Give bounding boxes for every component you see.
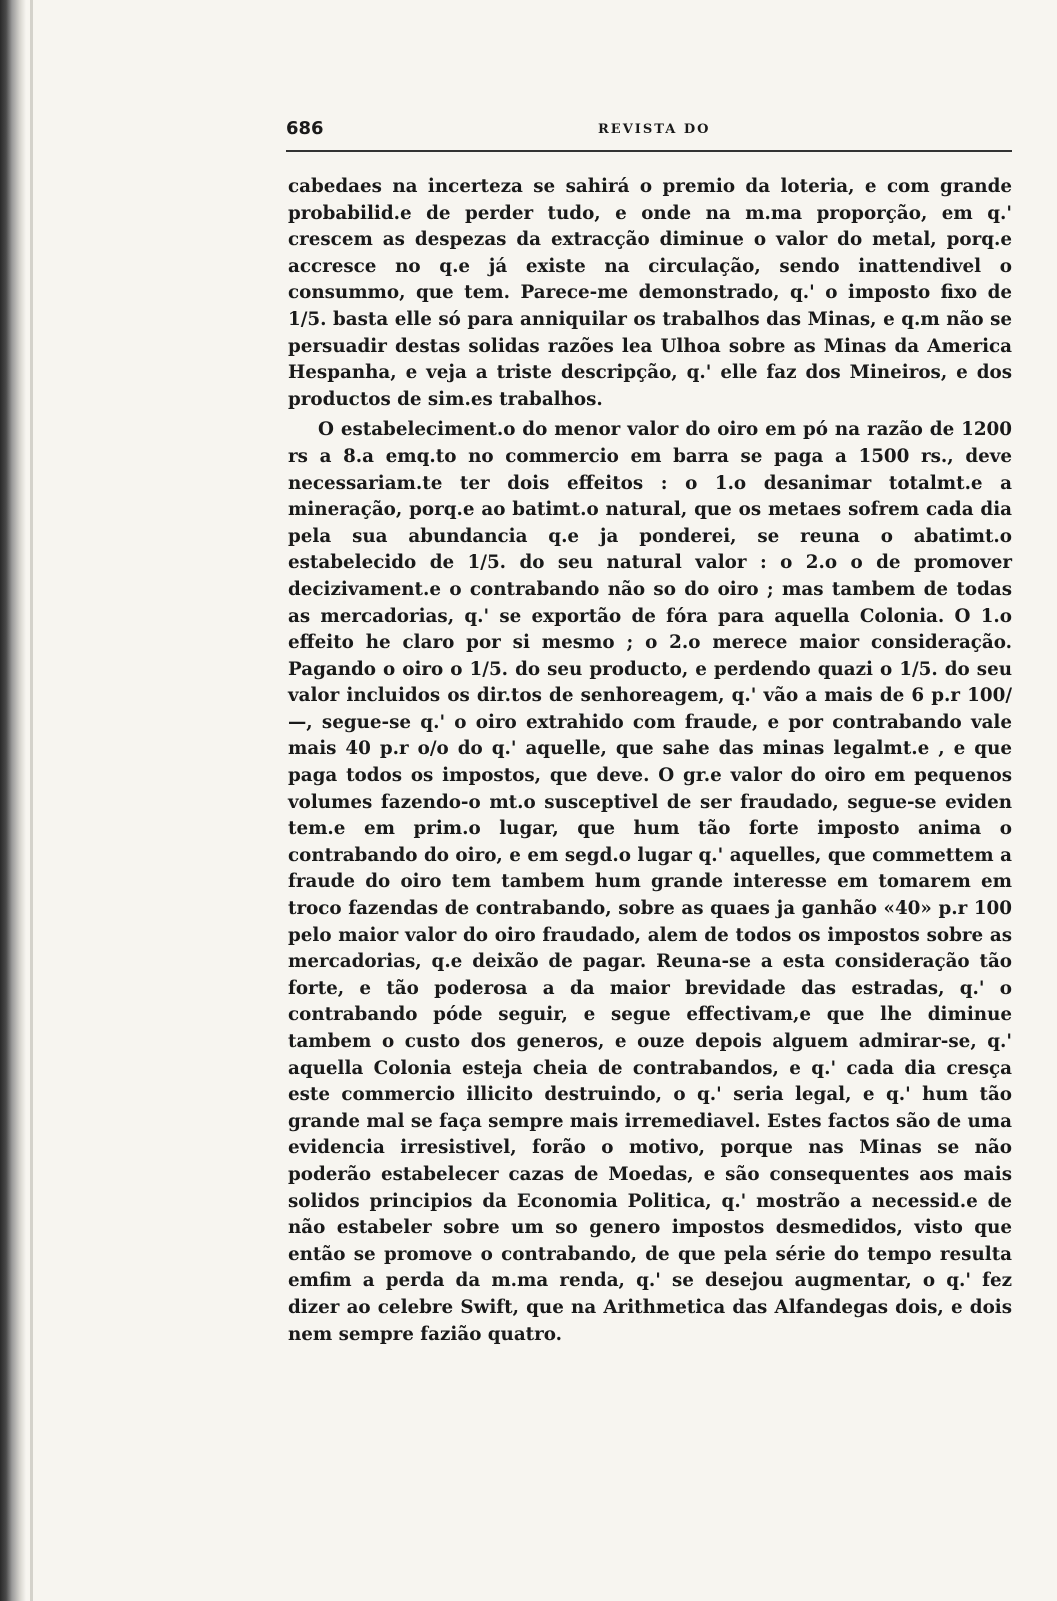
paragraph-2: O estabeleciment.o do menor valor do oiro em pó na razão de 1200 rs a 8.a emq.to no commercio em barra se paga a 1500 rs., deve necessariam.te ter dois effeitos : o 1.o desanimar totalmt.e a mineração, porq.e ao batimt.o natural, que os metaes sofrem cada dia pela sua abundancia q.e ja ponderei, se reuna o abatimt.o estabelecido de 1/5. do seu natural valor : o 2.o o de promover decizivament.e o contrabando não so do oiro ; mas tambem de todas as mercadorias, q.' se exportão de fóra para aquella Colonia. O 1.o effeito he claro por si mesmo ; o 2.o merece maior consideração. Pagando o oiro o 1/5. do seu producto, e perdendo quazi o 1/5. do seu valor incluidos os dir.tos de senhoreagem, q.' vão a mais de 6 p.r 100/—, segue-se q.' o oiro extrahido com fraude, e por contrabando vale mais 40 p.r o/o do q.' aquelle, que sahe das minas legalmt.e , e que paga todos os impostos, que deve. O gr.e valor do oiro em pequenos volumes fazendo-o mt.o susceptivel de ser fraudado, segue-se eviden tem.e em prim.o lugar, que hum tão forte imposto anima o contrabando do oiro, e em segd.o lugar q.' aquelles, que commettem a fraude do oiro tem tambem hum grande interesse em tomarem em troco fazendas de contrabando, sobre as quaes ja ganhão «40» p.r 100 pelo maior valor do oiro fraudado, alem de todos os impostos sobre as mercadorias, q.e deixão de pagar. Reuna-se a esta consideração tão forte, e tão poderosa a da maior brevidade das estradas, q.' o contrabando póde seguir, e segue effectivam,e que lhe diminue tambem o custo dos generos, e ouze depois alguem admirar-se, q.' aquella Colonia esteja cheia de contrabandos, e q.' cada dia cresça este commercio illicito destruindo, o q.' seria legal, e q.' hum tão grande mal se faça sempre mais irremediavel. Estes factos são de uma evidencia irresistivel, forão o motivo, porque nas Minas se não poderão estabelecer cazas de Moedas, e são consequentes aos mais solidos principios da Economia Politica, q.' mostrão a necessid.e de não estabeler sobre um so genero impostos desmedidos, visto que então se promove o contrabando, de que pela série do tempo resulta emfim a perda da m.ma renda, q.' se desejou augmentar, o q.' fez dizer ao celebre Swift, que na Arithmetica das Alfandegas dois, e dois nem sempre fazião quatro. xyxy=(288,419,1012,1345)
scan-binding-edge xyxy=(0,0,26,1601)
running-head: REVISTA DO xyxy=(598,122,711,137)
header-rule xyxy=(286,150,1012,152)
paragraph-1: cabedaes na incerteza se sahirá o premio da loteria, e com grande probabilid.e de perder tudo, e onde na m.ma proporção, em q.' crescem as despezas da extracção diminue o valor do metal, porq.e accresce no q.e já existe na circulação, sendo inattendivel o consummo, que tem. Parece-me demonstrado, q.' o imposto fixo de 1/5. basta elle só para anniquilar os trabalhos das Minas, e q.m não se persuadir destas solidas razões lea Ulhoa sobre as Minas da America Hespanha, e veja a triste descripção, q.' elle faz dos Mineiros, e dos productos de sim.es trabalhos. xyxy=(288,176,1012,410)
page-body xyxy=(288,174,1012,1348)
page-number: 686 xyxy=(286,118,324,139)
page-header xyxy=(286,118,1012,142)
scan-shadow-line xyxy=(30,0,33,1601)
